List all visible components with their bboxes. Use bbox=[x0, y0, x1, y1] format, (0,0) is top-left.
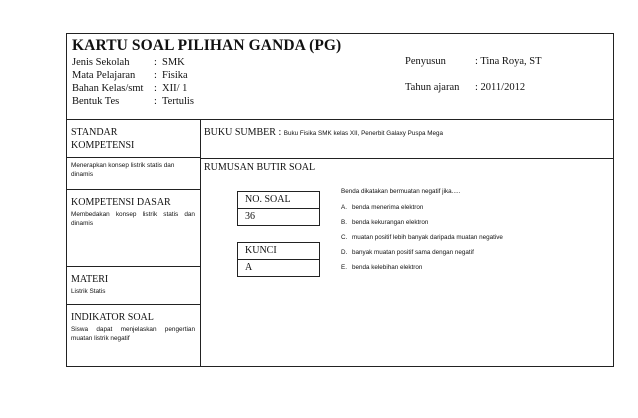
info-label: Bentuk Tes bbox=[72, 96, 120, 107]
info-bahan-kelas bbox=[72, 82, 187, 95]
info-separator: : bbox=[154, 70, 157, 81]
info-label: Jenis Sekolah bbox=[72, 57, 130, 68]
info-tahun-ajaran bbox=[405, 82, 525, 93]
buku-sumber-row bbox=[201, 120, 613, 159]
info-value: Tina Roya, ST bbox=[480, 56, 542, 67]
info-penyusun bbox=[405, 56, 542, 67]
kompetensi-dasar-heading: KOMPETENSI DASAR bbox=[71, 197, 171, 208]
info-separator: : bbox=[154, 96, 157, 107]
option-text: benda kelebihan elektron bbox=[352, 264, 423, 271]
left-column bbox=[67, 120, 201, 367]
info-value: Tertulis bbox=[162, 96, 194, 107]
materi-text: Listrik Statis bbox=[71, 288, 106, 295]
kompetensi-dasar-box bbox=[67, 190, 200, 267]
option-letter: D. bbox=[341, 249, 348, 256]
option-item bbox=[341, 249, 474, 256]
option-item bbox=[341, 234, 503, 241]
kunci-label: KUNCI bbox=[237, 242, 320, 260]
option-text: benda menerima elektron bbox=[352, 204, 424, 211]
option-text: muatan positif lebih banyak daripada muatan negative bbox=[352, 234, 503, 241]
standar-kompetensi-text-box bbox=[67, 158, 200, 190]
option-letter: A. bbox=[341, 204, 347, 211]
card-title: KARTU SOAL PILIHAN GANDA (PG) bbox=[72, 37, 342, 54]
question-text: Benda dikatakan bermuatan negatif jika..... bbox=[341, 188, 461, 195]
no-soal-box bbox=[237, 191, 320, 227]
option-letter: C. bbox=[341, 234, 348, 241]
materi-box bbox=[67, 267, 200, 305]
buku-sumber-value: Buku Fisika SMK kelas XII, Penerbit Galaxy Puspa Mega bbox=[283, 130, 443, 137]
no-soal-value: 36 bbox=[237, 208, 320, 226]
kompetensi-dasar-text: Membedakan konsep listrik statis dan dinamis bbox=[71, 211, 195, 227]
standar-kompetensi-heading-box bbox=[67, 120, 200, 158]
info-separator: : bbox=[154, 57, 157, 68]
option-text: benda kekurangan elektron bbox=[352, 219, 429, 226]
info-bentuk-tes bbox=[72, 95, 194, 108]
info-separator: : bbox=[154, 83, 157, 94]
info-value: Fisika bbox=[162, 70, 188, 81]
info-value: SMK bbox=[162, 57, 185, 68]
indikator-soal-heading: INDIKATOR SOAL bbox=[71, 312, 154, 323]
option-item bbox=[341, 219, 428, 226]
rumusan-butir-soal-label: RUMUSAN BUTIR SOAL bbox=[204, 162, 316, 173]
option-item bbox=[341, 204, 423, 211]
buku-sumber-label-text: BUKU SUMBER : bbox=[204, 127, 282, 138]
standar-kompetensi-heading bbox=[67, 120, 200, 152]
info-separator: : bbox=[475, 56, 478, 67]
option-letter: B. bbox=[341, 219, 347, 226]
option-text: banyak muatan positif sama dengan negatif bbox=[352, 249, 474, 256]
indikator-soal-box bbox=[67, 305, 200, 367]
info-value: 2011/2012 bbox=[480, 82, 526, 93]
heading-line: KOMPETENSI bbox=[71, 140, 135, 151]
info-value: XII/ 1 bbox=[162, 83, 188, 94]
info-separator: : bbox=[475, 82, 478, 93]
info-label: Penyusun bbox=[405, 56, 446, 67]
option-item bbox=[341, 264, 422, 271]
question-card bbox=[66, 33, 614, 367]
info-jenis-sekolah bbox=[72, 56, 185, 69]
info-label: Mata Pelajaran bbox=[72, 70, 136, 81]
no-soal-label: NO. SOAL bbox=[237, 191, 320, 209]
heading-line: STANDAR bbox=[71, 127, 118, 138]
kunci-box bbox=[237, 242, 320, 278]
buku-sumber-label bbox=[204, 127, 443, 138]
kunci-value: A bbox=[237, 259, 320, 277]
info-mata-pelajaran bbox=[72, 69, 188, 82]
materi-heading: MATERI bbox=[71, 274, 109, 285]
info-label: Bahan Kelas/smt bbox=[72, 83, 144, 94]
option-letter: E. bbox=[341, 264, 347, 271]
card-header bbox=[67, 34, 613, 120]
standar-kompetensi-text: Menerapkan konsep listrik statis dan dinamis bbox=[71, 162, 175, 178]
indikator-soal-text: Siswa dapat menjelaskan pengertian muatan listrik negatif bbox=[71, 326, 195, 342]
info-label: Tahun ajaran bbox=[405, 82, 460, 93]
